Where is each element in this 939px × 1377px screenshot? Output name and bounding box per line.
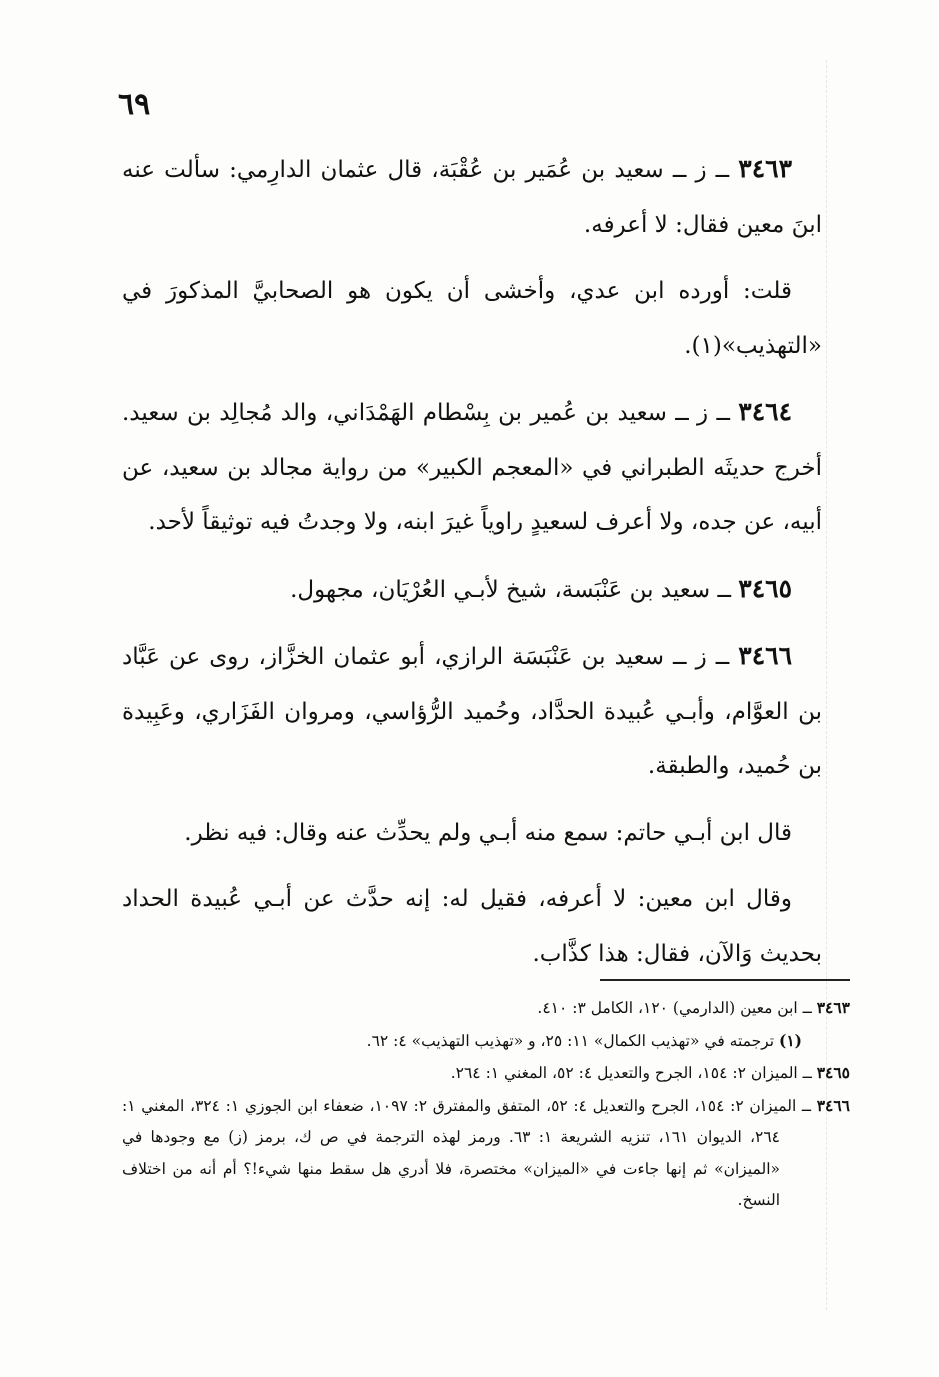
footnote-separator xyxy=(600,979,850,981)
entry-number: ٣٤٦٦ xyxy=(738,641,792,670)
footnote-text: ــ الميزان ٢: ١٥٤، الجرح والتعديل ٤: ٥٢، المغني ١: ٢٦٤. xyxy=(450,1064,812,1082)
entry-text: ــ ز ــ سعيد بن عُمَير بن عُقْبَة، قال عثمان الدارِمي: سألت عنه ابنَ معين فقال: لا أعرفه. xyxy=(122,157,822,238)
page-number: ٦٩ xyxy=(118,87,151,122)
entry-text: ــ سعيد بن عَنْبَسة، شيخ لأبـي العُرْيَان، مجهول. xyxy=(290,576,731,603)
entry-text: ــ ز ــ سعيد بن عُمير بن بِسْطام الهَمْدَاني، والد مُجالِد بن سعيد. أخرج حديثَه الطبراني في «المعجم الكبير» من رواية مجالد بن سعيد، عن أبيه، عن جده، ولا أعرف لسعيدٍ راوياً غيرَ ابنه، ولا وجدتُ فيه توثيقاً لأحد. xyxy=(122,400,822,535)
entry-3466 xyxy=(122,629,822,794)
footnote-number: (١) xyxy=(778,1030,802,1050)
footnote-number: ٣٤٦٣ xyxy=(816,998,850,1017)
entry-3466-paragraph xyxy=(122,806,822,861)
footnote-text: ترجمته في «تهذيب الكمال» ١١: ٢٥، و «تهذيب التهذيب» ٤: ٦٢. xyxy=(366,1031,775,1050)
footnote-3463 xyxy=(122,992,850,1025)
entry-3463-comment xyxy=(122,264,822,373)
footnote-text: ــ ابن معين (الدارمي) ١٢٠، الكامل ٣: ٤١٠. xyxy=(537,999,812,1017)
entry-3465 xyxy=(122,562,822,618)
main-text xyxy=(122,142,822,993)
entry-number: ٣٤٦٣ xyxy=(738,154,793,183)
footnote-1 xyxy=(122,1025,850,1058)
footnote-3466 xyxy=(122,1090,850,1217)
entry-3466-paragraph xyxy=(122,872,822,981)
entry-number: ٣٤٦٥ xyxy=(738,573,792,603)
footnote-number: ٣٤٦٥ xyxy=(816,1063,850,1082)
footnote-number: ٣٤٦٦ xyxy=(816,1095,851,1115)
entry-3463 xyxy=(122,142,822,252)
entry-text: قلت: أورده ابن عدي، وأخشى أن يكون هو الصحابيَّ المذكورَ في «التهذيب»(١). xyxy=(122,278,822,359)
footnote-3465 xyxy=(122,1057,850,1090)
entry-text: قال ابن أبـي حاتم: سمع منه أبـي ولم يحدِّث عنه وقال: فيه نظر. xyxy=(184,819,792,846)
entry-number: ٣٤٦٤ xyxy=(738,397,792,426)
entry-text: وقال ابن معين: لا أعرفه، فقيل له: إنه حدَّث عن أبـي عُبيدة الحداد بحديث وَالآن، فقال: هذا كذَّاب. xyxy=(122,886,822,967)
footnote-text: ــ الميزان ٢: ١٥٤، الجرح والتعديل ٤: ٥٢، المتفق والمفترق ٢: ١٠٩٧، ضعفاء ابن الجوزي ١: ٣٢٤، المغني ١: ٢٦٤، الديوان ١٦١، تنزيه الشريعة ١: ٦٣. ورمز لهذه الترجمة في ص ك، برمز (ز) مع وجودها في «الميزان» ثم إنها جاءت في «الميزان» مختصرة، فلا أدري هل سقط منها شيء!؟ أم أنه من اختلاف النسخ. xyxy=(122,1096,812,1209)
entry-text: ــ ز ــ سعيد بن عَنْبَسَة الرازي، أبو عثمان الخزَّاز، روى عن عَبَّاد بن العوَّام، وأبـي عُبيدة الحدَّاد، وحُميد الرُّؤاسي، ومروان الفَزَاري، وعَبِيدة بن حُميد، والطبقة. xyxy=(122,644,822,779)
entry-3464 xyxy=(122,385,822,550)
footnotes xyxy=(122,992,850,1217)
